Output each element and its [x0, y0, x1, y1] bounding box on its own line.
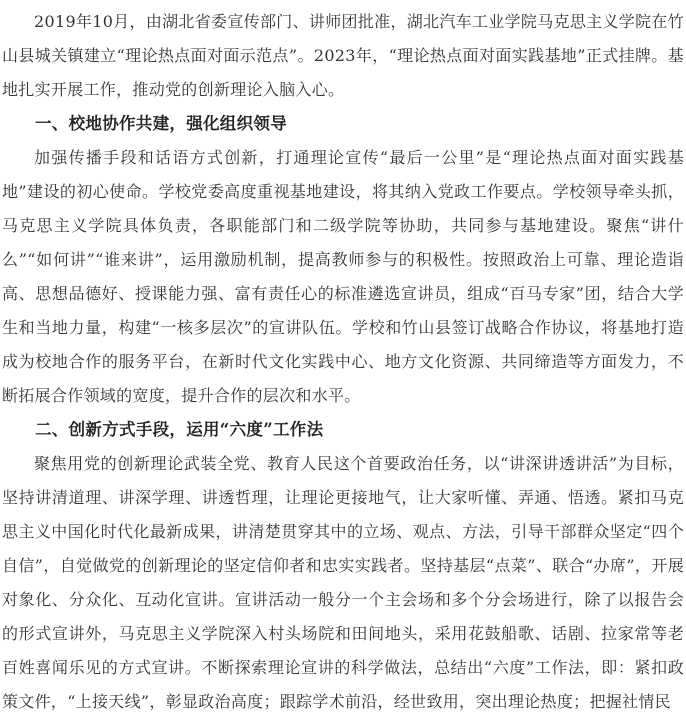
intro-paragraph: 2019年10月，由湖北省委宣传部门、讲师团批准，湖北汽车工业学院马克思主义学院在竹山县城关镇建立“理论热点面对面示范点”。2023年，“理论热点面对面实践基地”正式挂牌。基地扎实开展工作，推动党的创新理论入脑入心。 [2, 12, 684, 99]
section-1-heading: 一、校地协作共建，强化组织领导 [35, 114, 287, 133]
section-2-paragraph: 聚焦用党的创新理论武装全党、教育人民这个首要政治任务，以“讲深讲透讲活”为目标，坚持讲清道理、讲深学理、讲透哲理，让理论更接地气，让大家听懂、弄通、悟透。紧扣马克思主义中国化时代化最新成果，讲清楚贯穿其中的立场、观点、方法，引导干部群众坚定“四个自信”，自觉做党的创新理论的坚定信仰者和忠实实践者。坚持基层“点菜”、联合“办席”，开展对象化、分众化、互动化宣讲。宣讲活动一般分一个主会场和多个分会场进行，除了以报告会的形式宣讲外，马克思主义学院深入村头场院和田间地头，采用花鼓船歌、话剧、拉家常等老百姓喜闻乐见的方式宣讲。不断探索理论宣讲的科学做法，总结出“六度”工作法，即：紧扣政策文件，“上接天线”，彰显政治高度；跟踪学术前沿，经世致用，突出理论热度；把握社情民 [2, 454, 684, 711]
section-1-paragraph: 加强传播手段和话语方式创新，打通理论宣传“最后一公里”是“理论热点面对面实践基地”建设的初心使命。学校党委高度重视基地建设，将其纳入党政工作要点。学校领导牵头抓，马克思主义学院具体负责，各职能部门和二级学院等协助，共同参与基地建设。聚焦“讲什么”“如何讲”“谁来讲”，运用激励机制，提高教师参与的积极性。按照政治上可靠、理论造诣高、思想品德好、授课能力强、富有责任心的标准遴选宣讲员，组成“百马专家”团，结合大学生和当地力量，构建“一核多层次”的宣讲队伍。学校和竹山县签订战略合作协议，将基地打造成为校地合作的服务平台，在新时代文化实践中心、地方文化资源、共同缔造等方面发力，不断拓展合作领域的宽度，提升合作的层次和水平。 [2, 148, 684, 405]
section-2-heading: 二、创新方式手段，运用“六度”工作法 [35, 420, 324, 439]
